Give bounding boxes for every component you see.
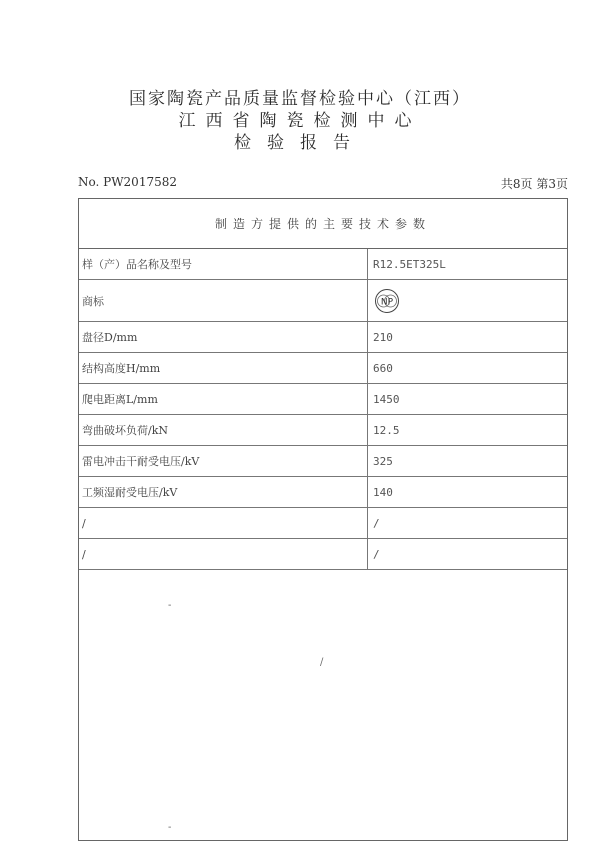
- stray-mark: -: [168, 600, 172, 611]
- table-row: [79, 539, 567, 570]
- report-title: 检验报告: [234, 133, 366, 153]
- table-row: [79, 280, 567, 322]
- row-label: 结构高度H/mm: [79, 353, 368, 383]
- trademark-cell: [368, 280, 567, 321]
- row-value: 325: [373, 454, 393, 468]
- row-label: 雷电冲击干耐受电压/kV: [79, 446, 368, 476]
- row-label: 工频湿耐受电压/kV: [79, 477, 368, 507]
- trademark-logo-text: NP: [380, 297, 394, 307]
- table-row: [79, 446, 567, 477]
- row-value: 140: [373, 485, 393, 499]
- row-label: 弯曲破坏负荷/kN: [79, 415, 368, 445]
- row-label: /: [79, 539, 368, 569]
- row-label: /: [79, 508, 368, 538]
- row-value: 210: [373, 330, 393, 344]
- stray-mark: /: [320, 657, 324, 668]
- trademark-logo-icon: [374, 288, 400, 314]
- stray-mark: -: [168, 822, 172, 833]
- row-value: /: [373, 547, 380, 561]
- table-row: [79, 353, 567, 384]
- table-row: [79, 384, 567, 415]
- row-label: 盘径D/mm: [79, 322, 368, 352]
- report-number: No. PW2017582: [78, 175, 177, 189]
- row-label: 样（产）品名称及型号: [79, 249, 368, 279]
- table-row: [79, 322, 567, 353]
- row-label: 爬电距离L/mm: [79, 384, 368, 414]
- page-info: 共8页 第3页: [500, 177, 568, 191]
- institution-name: 国家陶瓷产品质量监督检验中心（江西）: [129, 89, 471, 109]
- table-row: [79, 415, 567, 446]
- row-value: 660: [373, 361, 393, 375]
- row-value: R12.5ET325L: [373, 257, 446, 271]
- parameters-table: [78, 198, 568, 841]
- row-value: /: [373, 516, 380, 530]
- report-header: [0, 88, 600, 154]
- row-value: 1450: [373, 392, 400, 406]
- table-row: [79, 249, 567, 280]
- row-value: 12.5: [373, 423, 400, 437]
- table-row: [79, 508, 567, 539]
- center-name: 江西省陶瓷检测中心: [178, 111, 422, 131]
- table-title: 制造方提供的主要技术参数: [79, 199, 567, 249]
- row-label: 商标: [79, 280, 368, 321]
- table-row: [79, 477, 567, 508]
